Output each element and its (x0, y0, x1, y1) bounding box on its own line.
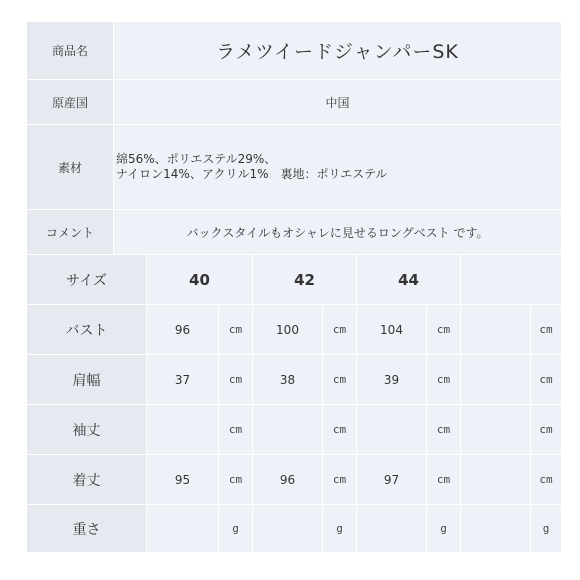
origin-row (27, 80, 562, 125)
measure-value (357, 505, 427, 552)
measure-unit: cm (531, 355, 562, 404)
size-header: 44 (357, 255, 461, 304)
measure-row-sleeve (27, 405, 562, 455)
comment-value: バックスタイルもオシャレに見せるロングベスト です。 (114, 210, 562, 254)
material-label: 素材 (27, 125, 114, 209)
origin-label: 原産国 (27, 80, 114, 124)
measure-unit: cm (427, 355, 461, 404)
measure-value: 37 (147, 355, 219, 404)
measure-row-shoulder (27, 355, 562, 405)
measure-value (461, 355, 531, 404)
product-name-label: 商品名 (27, 22, 114, 79)
measure-value: 100 (253, 305, 323, 354)
measure-value: 96 (147, 305, 219, 354)
comment-label: コメント (27, 210, 114, 254)
material-row (27, 125, 562, 210)
measure-unit: cm (219, 405, 253, 454)
measure-unit: cm (531, 305, 562, 354)
measure-label: 肩幅 (27, 355, 147, 404)
measure-value (147, 505, 219, 552)
measure-value: 97 (357, 455, 427, 504)
measure-unit: cm (323, 405, 357, 454)
measure-value (461, 455, 531, 504)
measure-unit: cm (427, 455, 461, 504)
measure-value: 39 (357, 355, 427, 404)
measure-label: 袖丈 (27, 405, 147, 454)
measure-unit: g (531, 505, 562, 552)
material-line-2: ナイロン14%、アクリル1% 裏地：ポリエステル (116, 167, 388, 181)
measure-value (461, 505, 531, 552)
size-header (461, 255, 562, 304)
product-name-row (27, 22, 562, 80)
measure-unit: g (427, 505, 461, 552)
origin-value: 中国 (114, 80, 562, 124)
measure-unit: cm (219, 305, 253, 354)
measure-value: 104 (357, 305, 427, 354)
size-header-row (27, 255, 562, 305)
measure-unit: g (219, 505, 253, 552)
size-header: 42 (253, 255, 357, 304)
measure-value: 38 (253, 355, 323, 404)
measure-unit: cm (219, 355, 253, 404)
measure-value (147, 405, 219, 454)
measure-row-length (27, 455, 562, 505)
material-value (114, 125, 562, 209)
measure-value (253, 405, 323, 454)
measure-row-weight (27, 505, 562, 553)
comment-row (27, 210, 562, 255)
measure-label: 着丈 (27, 455, 147, 504)
measure-value: 96 (253, 455, 323, 504)
measure-value (461, 405, 531, 454)
measure-unit: cm (219, 455, 253, 504)
measure-unit: cm (427, 405, 461, 454)
measure-value: 95 (147, 455, 219, 504)
size-label: サイズ (27, 255, 147, 304)
material-line-1: 綿56%、ポリエステル29%、 (116, 152, 277, 166)
measure-value (461, 305, 531, 354)
measure-unit: cm (323, 305, 357, 354)
measure-unit: g (323, 505, 357, 552)
measure-unit: cm (427, 305, 461, 354)
product-name: ラメツイードジャンパーSK (114, 22, 562, 79)
measure-unit: cm (531, 405, 562, 454)
measure-unit: cm (323, 455, 357, 504)
measure-value (357, 405, 427, 454)
measure-label: 重さ (27, 505, 147, 552)
measure-label: バスト (27, 305, 147, 354)
product-spec-sheet (27, 22, 562, 553)
measure-row-bust (27, 305, 562, 355)
measure-unit: cm (323, 355, 357, 404)
measure-value (253, 505, 323, 552)
size-header: 40 (147, 255, 253, 304)
measure-unit: cm (531, 455, 562, 504)
